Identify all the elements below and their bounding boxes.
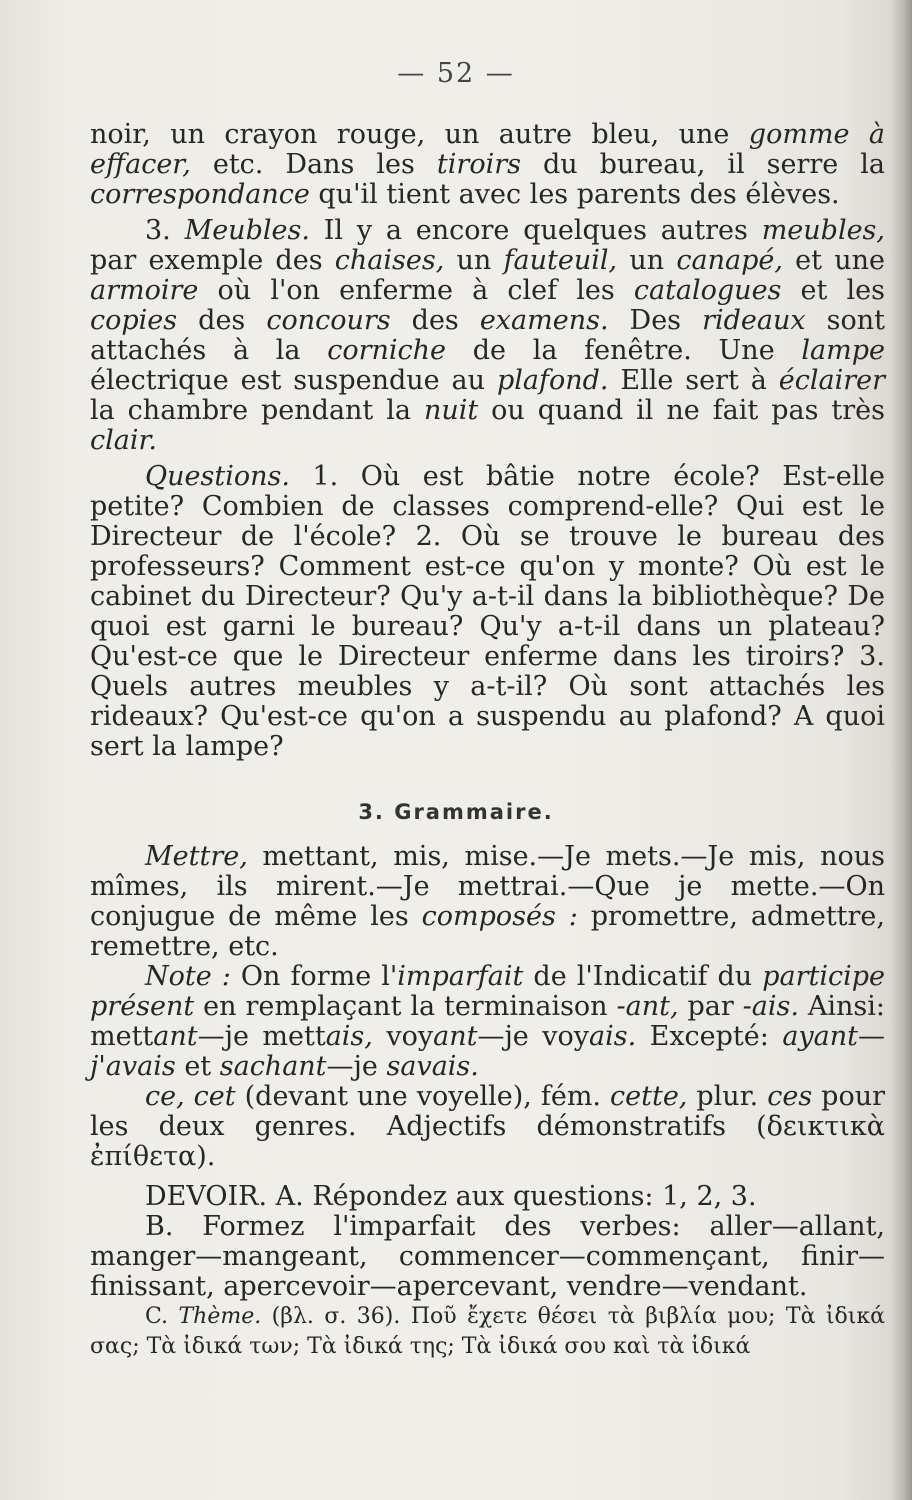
page-edge-shadow (890, 0, 912, 1500)
devoir-c: C. Thème. (βλ. σ. 36). Ποῦ ἔχετε θέσει τὰ βιβλία μου; Τὰ ἰδικά σας; Τὰ ἰδικά των; Τὰ ἰδικά της; Τὰ ἰδικά σου καὶ τὰ ἰδικά (90, 1304, 885, 1359)
paragraph-demonstratifs: ce, cet (devant une voyelle), fém. cette, plur. ces pour les deux genres. Adjectifs démonstratifs (δεικτικὰ ἐπίθετα). (90, 1081, 886, 1172)
devoir-b: B. Formez l'imparfait des verbes: aller—allant, manger—mangeant, commencer—commençant, finir—finissant, apercevoir—apercevant, vendre—vendant. (90, 1211, 885, 1302)
section-heading: 3. Grammaire. (358, 800, 554, 824)
paragraph-mettre: Mettre, mettant, mis, mise.—Je mets.—Je mis, nous mîmes, ils mirent.—Je mettrai.—Que je mette.—On conjugue de même les composés : promettre, admettre, remettre, etc. (90, 841, 885, 962)
paragraph-questions: Questions. 1. Où est bâtie notre école? Est-elle petite? Combien de classes comprend-elle? Qui est le Directeur de l'école? 2. Où se trouve le bureau des professeurs? Comment est-ce qu'on y monte? Où est le cabinet du Directeur? Qu'y a-t-il dans la bibliothèque? De quoi est garni le bureau? Qu'y a-t-il dans un plateau? Qu'est-ce que le Directeur enferme dans les tiroirs? 3. Quels autres meubles y a-t-il? Où sont attachés les rideaux? Qu'est-ce qu'on a suspendu au plafond? A quoi sert la lampe? (90, 461, 885, 762)
paragraph-bureau: noir, un crayon rouge, un autre bleu, une gomme à effacer, etc. Dans les tiroirs du bureau, il serre la correspondance qu'il tient avec les parents des élèves. (90, 119, 886, 210)
devoir-a: DEVOIR. A. Répondez aux questions: 1, 2, 3. (145, 1181, 757, 1212)
text-body-grammar (90, 842, 885, 1362)
paragraph-meubles: 3. Meubles. Il y a encore quelques autres meubles, par exemple des chaises, un fauteuil, un canapé, et une armoire où l'on enferme à clef les catalogues et les copies des concours des examens. Des rideaux sont attachés à la corniche de la fenêtre. Une lampe électrique est suspendue au plafond. Elle sert à éclairer la chambre pendant la nuit ou quand il ne fait pas très clair. (90, 215, 885, 456)
page-number: — 52 — (397, 58, 515, 89)
text-body-top (90, 120, 885, 762)
paragraph-note: Note : On forme l'imparfait de l'Indicatif du participe présent en remplaçant la terminaison -ant, par -ais. Ainsi: mettant—je mettais, voyant—je voyais. Excepté: ayant—j'avais et sachant—je savais. (90, 961, 885, 1082)
